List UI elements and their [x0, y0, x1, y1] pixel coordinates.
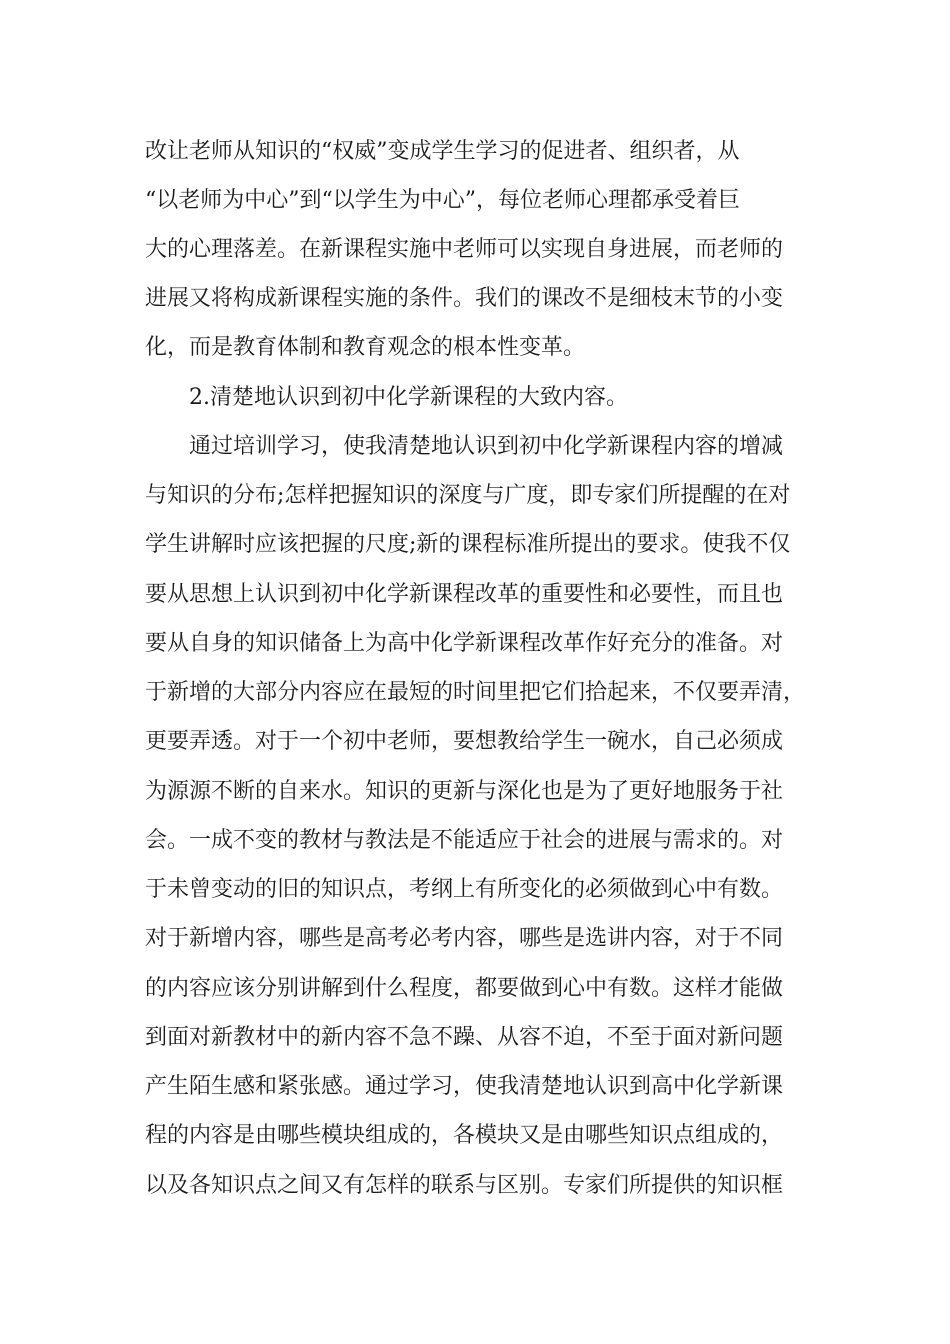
- text-line: 与知识的分布;怎样把握知识的深度与广度，即专家们所提醒的在对: [145, 483, 791, 508]
- text-line: 对于新增内容，哪些是高考必考内容，哪些是选讲内容，对于不同: [145, 926, 784, 951]
- text-line: 的内容应该分别讲解到什么程度，都要做到心中有数。这样才能做: [145, 976, 784, 1001]
- text-line: 为源源不断的自来水。知识的更新与深化也是为了更好地服务于社: [145, 779, 784, 804]
- text-line: 到面对新教材中的新内容不急不躁、从容不迫，不至于面对新问题: [145, 1025, 784, 1050]
- text-line: 程的内容是由哪些模块组成的，各模块又是由哪些知识点组成的，: [145, 1123, 784, 1148]
- text-line: 以及各知识点之间又有怎样的联系与区别。专家们所提供的知识框: [145, 1173, 784, 1198]
- text-line: 于新增的大部分内容应在最短的时间里把它们拾起来，不仅要弄清，: [145, 680, 806, 705]
- text-line: 改让老师从知识的“权威”变成学生学习的促进者、组织者，从: [145, 139, 740, 164]
- text-line: 产生陌生感和紧张感。通过学习，使我清楚地认识到高中化学新课: [145, 1074, 784, 1099]
- paragraph-first-line: 通过培训学习，使我清楚地认识到初中化学新课程内容的增减: [189, 434, 784, 459]
- text-line: 要从自身的知识储备上为高中化学新课程改革作好充分的准备。对: [145, 631, 784, 656]
- text-line: 会。一成不变的教材与教法是不能适应于社会的进展与需求的。对: [145, 828, 784, 853]
- text-line: 学生讲解时应该把握的尺度;新的课程标准所提出的要求。使我不仅: [145, 532, 791, 557]
- text-line: 进展又将构成新课程实施的条件。我们的课改不是细枝末节的小变: [145, 286, 784, 311]
- text-line: 大的心理落差。在新课程实施中老师可以实现自身进展，而老师的: [145, 237, 784, 262]
- text-line: 化，而是教育体制和教育观念的根本性变革。: [145, 335, 586, 360]
- text-line: 更要弄透。对于一个初中老师，要想教给学生一碗水，自己必须成: [145, 729, 784, 754]
- text-line: “以老师为中心”到“以学生为中心”，每位老师心理都承受着巨: [145, 188, 740, 213]
- text-line: 于未曾变动的旧的知识点，考纲上有所变化的必须做到心中有数。: [145, 877, 784, 902]
- text-line: 要从思想上认识到初中化学新课程改革的重要性和必要性，而且也: [145, 582, 784, 607]
- section-heading: 2.清楚地认识到初中化学新课程的大致内容。: [189, 385, 628, 410]
